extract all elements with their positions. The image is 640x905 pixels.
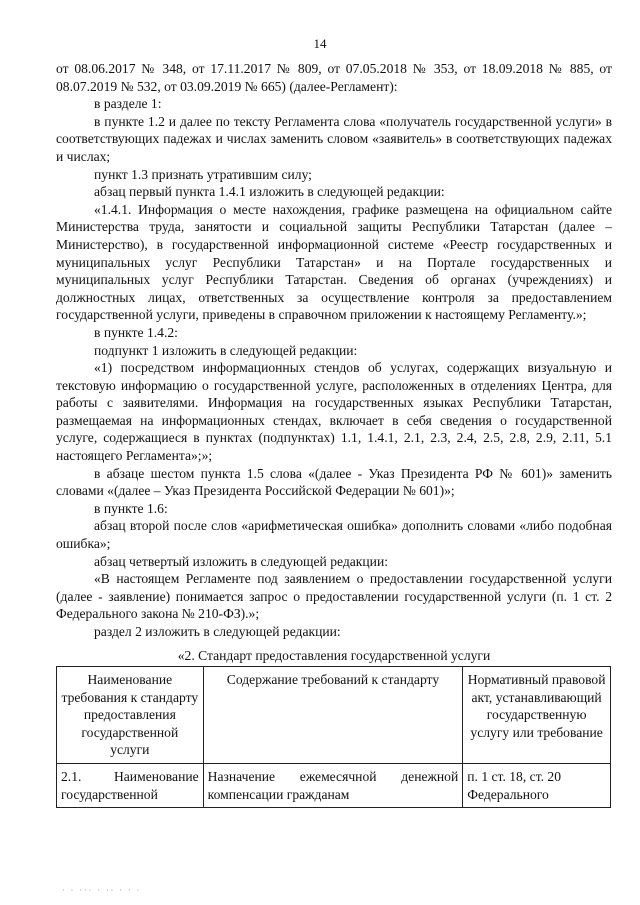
table-header-row — [57, 667, 611, 764]
paragraph: абзац второй после слов «арифметическая ошибка» дополнить словами «либо подобная ошибка»; — [56, 518, 612, 552]
paragraph: в пункте 1.2 и далее по тексту Регламента слова «получатель государственной услуги» в соответствующих падежах и числах заменить словом «заявитель» в соответствующих падежах и числах; — [56, 113, 612, 164]
paragraph: в пункте 1.4.2: — [94, 324, 178, 340]
table-cell: 2.1. Наименование государственной — [57, 763, 204, 807]
paragraph: раздел 2 изложить в следующей редакции: — [94, 624, 341, 639]
paragraph: в разделе 1: — [94, 96, 162, 112]
paragraph: абзац четвертый изложить в следующей редакции: — [94, 553, 389, 569]
paragraph: подпункт 1 изложить в следующей редакции: — [94, 342, 358, 358]
paragraph: от 08.06.2017 № 348, от 17.11.2017 № 809, от 07.05.2018 № 353, от 18.09.2018 № 885, от 08.07.2019 № 532, от 03.09.2019 № 665) (далее-Регламент): — [56, 61, 612, 94]
section-title: «2. Стандарт предоставления государственной услуги — [177, 648, 491, 663]
table-cell: Назначение ежемесячной денежной компенсации гражданам — [203, 763, 463, 807]
table-row — [57, 763, 611, 807]
paragraph: «В настоящем Регламенте под заявлением о предоставлении государственной услуги (далее - заявление) понимается запрос о предоставлении государственной услуги (п. 1 ст. 2 Федерального закона № 210-ФЗ).»; — [56, 571, 612, 622]
paragraph: «1) посредством информационных стендов об услугах, содержащих визуальную и текстовую информацию о государственной услуге, расположенных в отделениях Центра, для работы с заявителями. Информация на государственных языках Республики Татарстан, размещаемая на информационных стендах, включает в себя сведения о государственной услуге, содержащиеся в пунктах (подпунктах) 1.1, 1.4.1, 2.1, 2.3, 2.4, 2.5, 2.8, 2.9, 2.11, 5.1 настоящего Регламента»;»; — [56, 360, 612, 464]
table-header-cell: Содержание требований к стандарту — [203, 667, 463, 764]
scan-artifact: · · ··· · ·· · · · — [62, 886, 142, 895]
paragraph: пункт 1.3 признать утратившим силу; — [94, 166, 312, 182]
paragraph: абзац первый пункта 1.4.1 изложить в следующей редакции: — [94, 184, 445, 200]
table-cell: п. 1 ст. 18, ст. 20 Федерального — [463, 763, 611, 807]
table-header-cell: Наименование требования к стандарту предоставления государственной услуги — [57, 667, 204, 764]
requirements-table — [56, 666, 611, 808]
paragraph: в пункте 1.6: — [94, 500, 168, 516]
paragraph: «1.4.1. Информация о месте нахождения, графике размещена на официальном сайте Министерства труда, занятости и социальной защиты Республики Татарстан (далее – Министерство), в государственной информационной системе «Реестр государственных и муниципальных услуг Республики Татарстан» и на Портале государственных и муниципальных услуг Республики Татарстан. Сведения об органах (учреждениях) и должностных лицах, ответственных за осуществление контроля за предоставлением государственной услуги, приведены в справочном приложении к настоящему Регламенту.»; — [56, 201, 612, 323]
document-body — [56, 60, 612, 641]
paragraph: в абзаце шестом пункта 1.5 слова «(далее - Указ Президента РФ № 601)» заменить словами «(далее – Указ Президента Российской Федерации № 601)»; — [56, 465, 612, 499]
page-number: 14 — [313, 36, 327, 51]
table-header-cell: Нормативный правовой акт, устанавливающий государственную услугу или требование — [463, 667, 611, 764]
